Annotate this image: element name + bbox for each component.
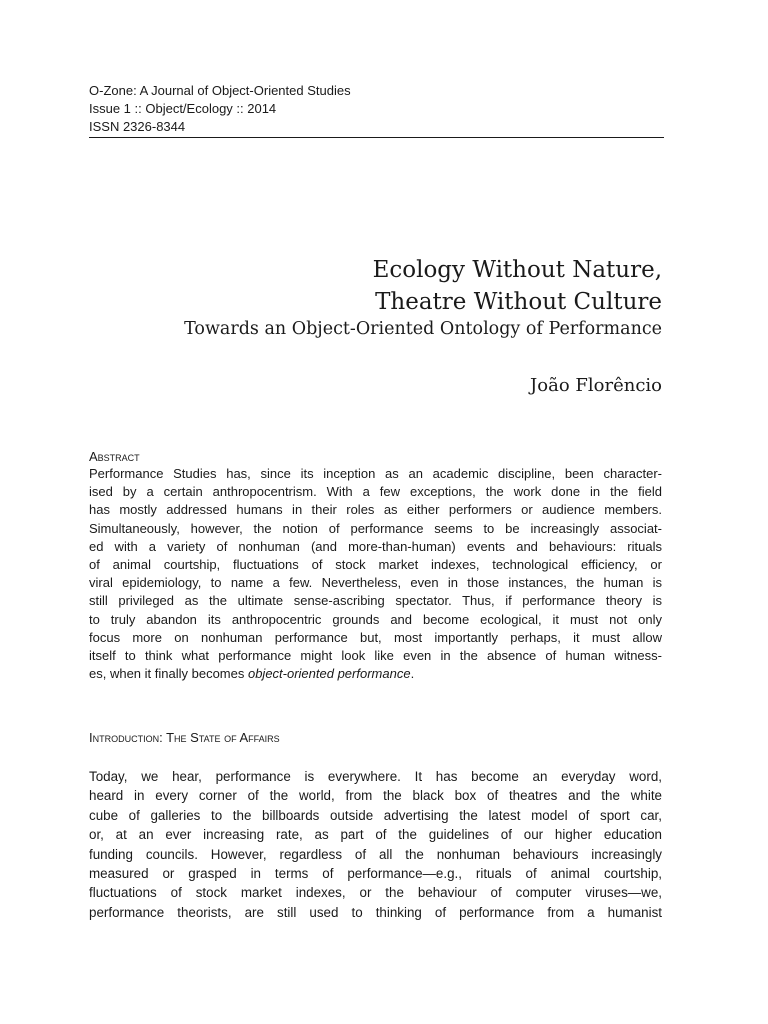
article-title-line-1: Ecology Without Nature,: [372, 257, 662, 283]
journal-issue: Issue 1 :: Object/Ecology :: 2014: [89, 101, 277, 116]
abstract-body: [89, 465, 662, 683]
introduction-heading: Introduction: The State of Affairs: [89, 730, 280, 745]
introduction-body: [89, 767, 662, 922]
abstract-line: has mostly addressed humans in their roles as either performers or audience members.: [89, 502, 662, 518]
header-divider: [89, 137, 664, 138]
introduction-line: fluctuations of stock market indexes, or the behaviour of computer viruses—we,: [89, 885, 662, 901]
abstract-line: Performance Studies has, since its inception as an academic discipline, been character-: [89, 466, 662, 481]
introduction-line: Today, we hear, performance is everywhere. It has become an everyday word,: [89, 769, 662, 784]
introduction-line: measured or grasped in terms of performance—e.g., rituals of animal courtship,: [89, 866, 662, 882]
abstract-last-line: [89, 665, 662, 683]
journal-header: [89, 82, 664, 136]
abstract-emphasis: object-oriented performance: [247, 666, 411, 682]
abstract-line: Simultaneously, however, the notion of performance seems to be increasingly associat-: [89, 520, 662, 536]
abstract-line: viral epidemiology, to name a few. Nevertheless, even in those instances, the human is: [89, 575, 662, 591]
abstract-line: ised by a certain anthropocentrism. With a few exceptions, the work done in the field: [89, 484, 662, 500]
introduction-line: heard in every corner of the world, from the black box of theatres and the white: [89, 788, 662, 804]
introduction-line: cube of galleries to the billboards outside advertising the latest model of sport car,: [89, 807, 662, 823]
abstract-line: focus more on nonhuman performance but, most importantly perhaps, it must allow: [89, 629, 662, 645]
abstract-heading: Abstract: [89, 449, 140, 464]
article-title-line-2: Theatre Without Culture: [375, 289, 662, 315]
article-subtitle: Towards an Object-Oriented Ontology of Performance: [184, 319, 662, 339]
abstract-line: still privileged as the ultimate sense-ascribing spectator. Thus, if performance theory is: [89, 593, 662, 609]
abstract-line: of animal courtship, fluctuations of stock market indexes, technological efficiency, or: [89, 557, 662, 573]
abstract-last-line-prefix: es, when it finally becomes: [89, 666, 248, 682]
article-title-block: [102, 254, 662, 342]
abstract-line: itself to think what performance might look like even in the absence of human witness-: [89, 648, 662, 664]
journal-issn: ISSN 2326-8344: [89, 119, 186, 134]
introduction-line: funding councils. However, regardless of all the nonhuman behaviours increasingly: [89, 846, 662, 862]
article-author: João Florêncio: [530, 375, 662, 396]
abstract-line: ed with a variety of nonhuman (and more-than-human) events and behaviours: rituals: [89, 538, 662, 554]
introduction-line: or, at an ever increasing rate, as part of the guidelines of our higher education: [89, 827, 662, 843]
journal-name: O-Zone: A Journal of Object-Oriented Studies: [89, 83, 351, 98]
abstract-line: to truly abandon its anthropocentric grounds and become ecological, it must not only: [89, 611, 662, 627]
introduction-line: performance theorists, are still used to thinking of performance from a humanist: [89, 904, 662, 920]
abstract-last-line-suffix: .: [410, 666, 415, 682]
